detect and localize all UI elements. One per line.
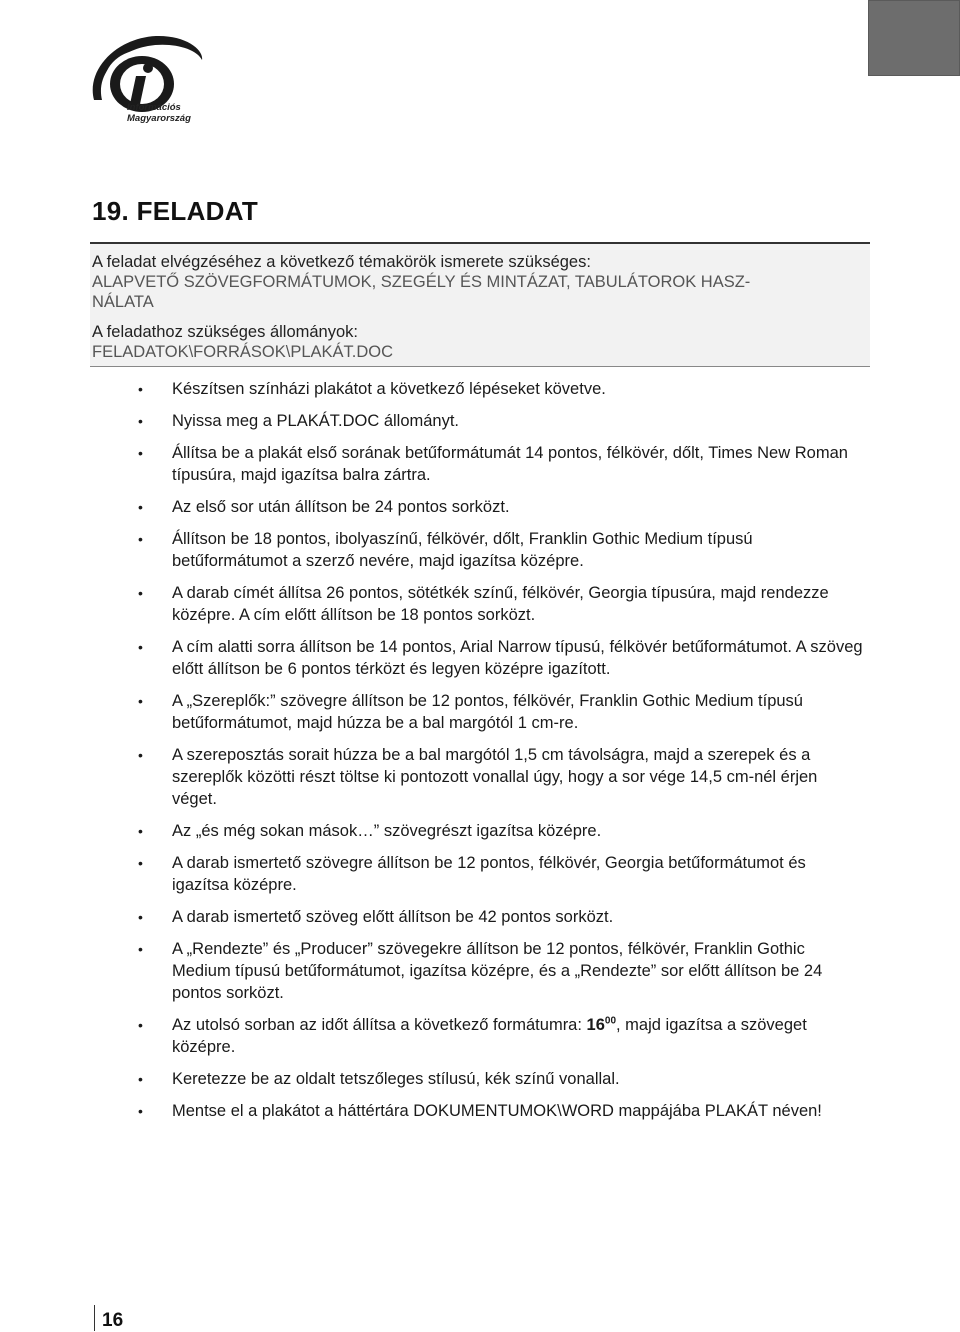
bullet-icon: • (138, 1017, 143, 1033)
topics-value-line1: ALAPVETŐ SZÖVEGFORMÁTUMOK, SZEGÉLY ÉS MINTÁZAT, TABULÁTOROK HASZ- (92, 273, 751, 291)
task-item: • A darab ismertető szövegre állítson be 12 pontos, félkövér, Georgia betűformátumot és igazítsa középre. (138, 854, 806, 894)
files-value: FELADATOK\FORRÁSOK\PLAKÁT.DOC (92, 343, 394, 361)
bullet-icon: • (138, 413, 143, 429)
task-item: • Állítson be 18 pontos, ibolyaszínű, félkövér, dőlt, Franklin Gothic Medium típusú betűformátumot a szerző nevére, majd igazítsa középre. (138, 530, 753, 570)
task-item: • Az utolsó sorban az időt állítsa a következő formátumra: $16^{00}$, majd igazítsa a szöveget középre. (138, 1015, 807, 1056)
topics-label: A feladat elvégzéséhez a következő témakörök ismerete szükséges: (92, 253, 591, 271)
bullet-icon: • (138, 855, 143, 871)
task-item: • A szereposztás sorait húzza be a bal margótól 1,5 cm távolságra, majd a szerepek és a szereplők közötti részt töltse ki pontozott vonallal úgy, hogy a sor vége 14,5 cm-nél érjen véget. (138, 746, 818, 808)
task-item: • Állítsa be a plakát első sorának betűformátumát 14 pontos, félkövér, dőlt, Times New Roman típusúra, majd igazítsa balra zártra. (138, 444, 848, 484)
bullet-icon: • (138, 823, 143, 839)
bullet-icon: • (138, 499, 143, 515)
task-item: • A darab címét állítsa 26 pontos, sötétkék színű, félkövér, Georgia típusúra, majd rendezze középre. A cím előtt állítson be 18 pontos sorközt. (138, 584, 829, 624)
bullet-icon: • (138, 941, 143, 957)
task-item: • Az „és még sokan mások…” szövegrészt igazítsa középre. (138, 822, 602, 840)
task-item: • Nyissa meg a PLAKÁT.DOC állományt. (138, 412, 460, 430)
topics-value-line2: NÁLATA (92, 293, 154, 311)
page-number: 16 (102, 1310, 124, 1331)
bullet-icon: • (138, 445, 143, 461)
corner-decoration (868, 0, 960, 76)
task-item: • Keretezze be az oldalt tetszőleges stílusú, kék színű vonallal. (138, 1070, 620, 1088)
bullet-icon: • (138, 1071, 143, 1087)
logo-caption-line1: Információs (127, 102, 181, 113)
bullet-icon: • (138, 585, 143, 601)
bullet-icon: • (138, 639, 143, 655)
task-item: • Az első sor után állítson be 24 pontos sorközt. (138, 498, 510, 516)
task-item: • Készítsen színházi plakátot a következő lépéseket követve. (138, 380, 606, 398)
logo-caption (127, 102, 191, 124)
page-title: 19. FELADAT (92, 196, 259, 226)
files-label: A feladathoz szükséges állományok: (92, 323, 358, 341)
task-item: • A darab ismertető szöveg előtt állítson be 42 pontos sorközt. (138, 908, 614, 926)
time-value: $16^{00}$ (586, 1015, 617, 1034)
footer-divider (94, 1305, 95, 1331)
bullet-icon: • (138, 909, 143, 925)
task-item: • A „Szereplők:” szövegre állítson be 12 pontos, félkövér, Franklin Gothic Medium típusú betűformátumot, majd húzza be a bal margótól 1 cm-re. (138, 692, 803, 732)
logo-caption-line2: Magyarország (127, 113, 191, 124)
bullet-icon: • (138, 747, 143, 763)
bullet-icon: • (138, 1103, 143, 1119)
topics-box (90, 242, 870, 367)
bullet-icon: • (138, 381, 143, 397)
task-item: • A „Rendezte” és „Producer” szövegekre állítson be 12 pontos, félkövér, Franklin Gothic Medium típusú betűformátumot, igazítsa középre, és a „Rendezte” sor előtt állítson be 24 pontos sorközt. (138, 940, 823, 1002)
task-item: • A cím alatti sorra állítson be 14 pontos, Arial Narrow típusú, félkövér betűformátumot. A szöveg előtt állítson be 6 pontos térközt és legyen középre igazított. (138, 638, 863, 678)
bullet-icon: • (138, 693, 143, 709)
bullet-icon: • (138, 531, 143, 547)
task-item: • Mentse el a plakátot a háttértára DOKUMENTUMOK\WORD mappájába PLAKÁT néven! (138, 1102, 822, 1120)
task-list (134, 378, 864, 1122)
